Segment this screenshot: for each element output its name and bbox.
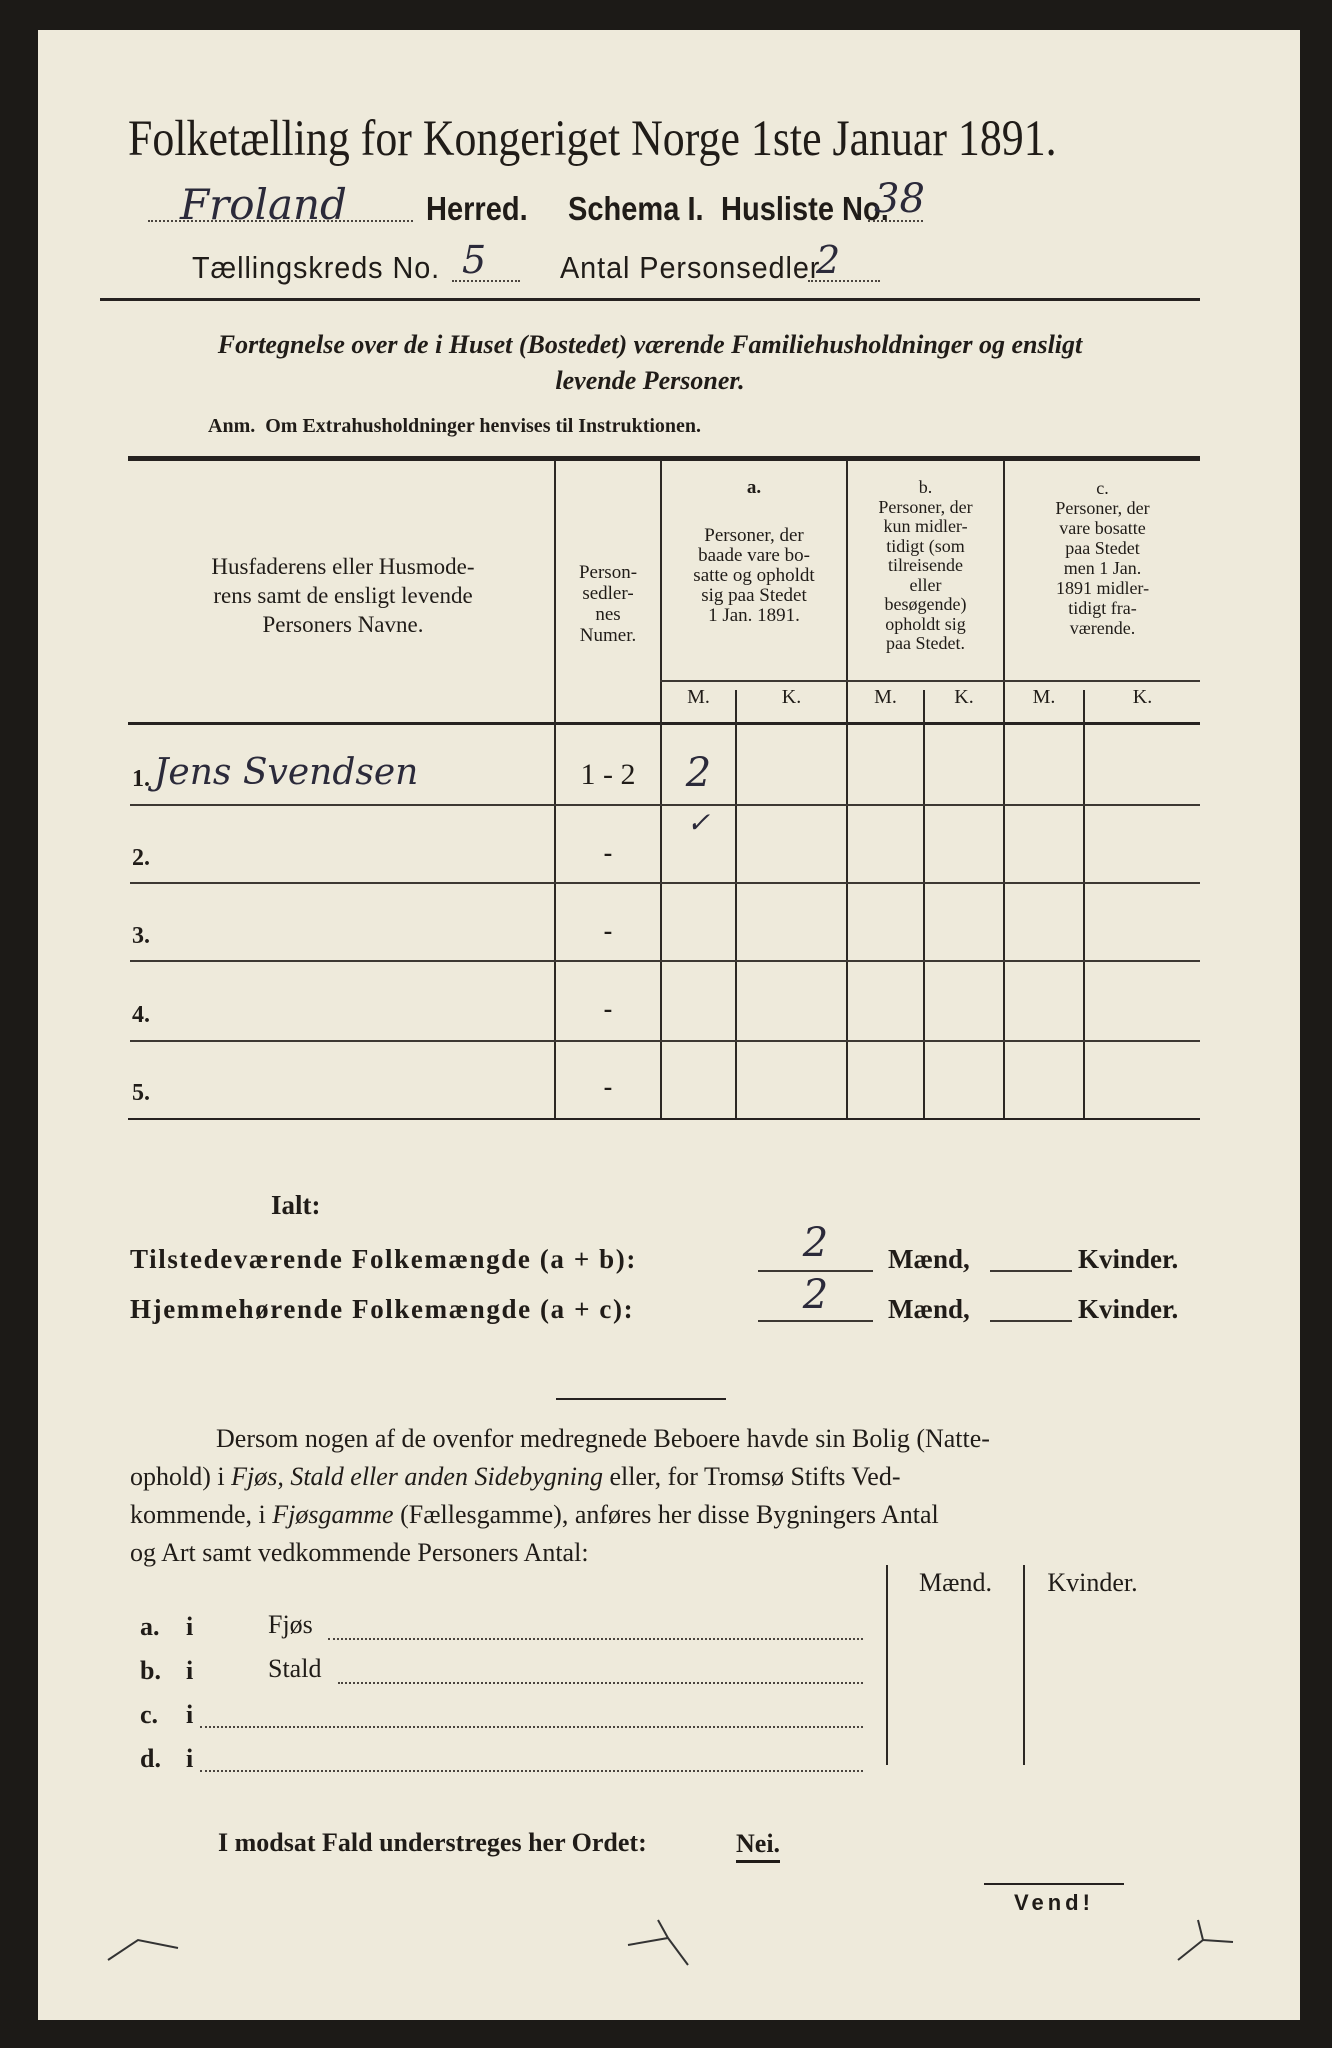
building-dotline — [328, 1638, 863, 1640]
anm-note: Anm. Om Extrahusholdninger henvises til Instruktionen. — [208, 415, 702, 437]
table-top-rule — [128, 456, 1200, 461]
building-i: i — [186, 1700, 194, 1729]
col-name-line-3: Personers Navne. — [262, 612, 424, 637]
buildings-line-2-a: ophold) i — [130, 1462, 232, 1491]
mk-header-rule — [660, 680, 1200, 682]
buildings-line-2-c: eller, for Tromsø Stifts Ved- — [603, 1462, 901, 1491]
row-rule — [130, 882, 1200, 884]
buildings-line-3 — [130, 1500, 939, 1530]
col-b-line-4: tilreisende — [888, 555, 963, 575]
row-sedler: - — [603, 994, 613, 1023]
hjemme-label: Hjemmehørende Folkemængde (a + c): — [130, 1294, 635, 1324]
row-number: 2. — [132, 845, 150, 871]
col-b-header — [848, 478, 1003, 654]
col-c-line-5: 1891 midler- — [1055, 578, 1150, 598]
building-i: i — [186, 1612, 194, 1641]
building-label: Stald — [268, 1654, 322, 1683]
row-sedler: 1 - 2 — [580, 758, 636, 791]
building-label: Fjøs — [268, 1610, 313, 1639]
col-b-line-2: kun midler- — [883, 516, 968, 536]
buildings-line-3-c: (Fællesgamme), anføres her disse Bygningers Antal — [393, 1500, 939, 1529]
antal-label: Antal Personsedler — [560, 250, 821, 285]
tilstede-maend-value: 2 — [802, 1220, 829, 1266]
col-num-line-4: Numer. — [579, 625, 637, 646]
buildings-line-3-a: kommende, i — [130, 1500, 273, 1529]
building-dotline — [200, 1726, 863, 1728]
col-c-header — [1005, 478, 1200, 638]
corner-mark-icon — [98, 1910, 188, 1970]
tilstede-label: Tilstedeværende Folkemængde (a + b): — [130, 1244, 637, 1274]
buildings-line-1: Dersom nogen af de ovenfor medregnede Beboere havde sin Bolig (Natte- — [216, 1424, 990, 1453]
row-name: Jens Svendsen — [154, 752, 419, 793]
intro-line-2: levende Personer. — [555, 366, 745, 395]
col-c-line-4: men 1 Jan. — [1063, 558, 1142, 578]
col-a-letter: a. — [746, 477, 762, 498]
building-dotline — [200, 1770, 863, 1772]
tilstede-kvinder-label: Kvinder. — [1078, 1244, 1179, 1274]
modsat-text: I modsat Fald understreges her Ordet: — [218, 1828, 647, 1857]
vend-rule — [984, 1883, 1124, 1885]
hjemme-maend-line — [758, 1320, 873, 1322]
col-b-letter: b. — [918, 477, 933, 497]
row-number: 1. — [132, 766, 150, 792]
col-b-line-5: eller — [909, 574, 942, 595]
col-divider-a-mk — [735, 690, 737, 1118]
schema-label: Schema I. — [568, 190, 704, 227]
form-title: Folketælling for Kongeriget Norge 1ste Januar 1891. — [128, 111, 1057, 167]
tilstede-maend-label: Mænd, — [888, 1244, 970, 1274]
row-sedler: - — [603, 1072, 613, 1101]
row-rule — [130, 960, 1200, 962]
table-header-rule — [128, 722, 1200, 725]
hjemme-kvinder-line — [990, 1320, 1072, 1322]
row-number: 4. — [132, 1002, 150, 1028]
corner-mark-icon — [618, 1910, 708, 1970]
husliste-value: 38 — [874, 176, 925, 222]
kreds-label: Tællingskreds No. — [192, 250, 441, 285]
col-a-line-5: 1 Jan. 1891. — [708, 605, 800, 626]
husliste-label: Husliste No. — [721, 190, 889, 227]
row-a-m: ✓ — [686, 806, 711, 839]
herred-value: Froland — [180, 180, 347, 229]
buildings-line-3-b: Fjøsgamme — [272, 1500, 394, 1529]
buildings-maend-header: Mænd. — [919, 1568, 992, 1597]
building-letter: a. — [140, 1612, 160, 1641]
building-dotline — [338, 1682, 863, 1684]
col-b-line-1: Personer, der — [878, 496, 973, 517]
building-letter: c. — [140, 1700, 159, 1729]
col-c-line-3: paa Stedet — [1065, 538, 1140, 558]
row-a-m: 2 — [685, 750, 712, 796]
b-m-header: M. — [874, 686, 897, 708]
c-k-header: K. — [1132, 686, 1153, 708]
col-c-line-2: vare bosatte — [1059, 518, 1146, 538]
census-form-page — [38, 30, 1300, 2020]
row-number: 3. — [132, 923, 150, 949]
kreds-value: 5 — [462, 238, 487, 282]
row-rule — [130, 1040, 1200, 1042]
col-num-line-3: nes — [595, 604, 621, 625]
building-i: i — [186, 1656, 194, 1685]
col-a-line-4: sig paa Stedet — [701, 585, 807, 606]
col-b-line-6: besøgende) — [884, 594, 967, 614]
col-name-line-2: rens samt de ensligt levende — [213, 583, 473, 608]
header-rule — [100, 298, 1200, 301]
section-divider — [556, 1398, 726, 1400]
col-divider-c-mk — [1083, 690, 1085, 1118]
buildings-line-4: og Art samt vedkommende Personers Antal: — [130, 1538, 589, 1567]
tilstede-kvinder-line — [990, 1270, 1072, 1272]
buildings-kvinder-header: Kvinder. — [1047, 1568, 1138, 1597]
c-m-header: M. — [1032, 686, 1056, 708]
col-divider-b-mk — [923, 690, 925, 1118]
col-b-line-7: opholdt sig — [885, 613, 966, 634]
col-c-line-1: Personer, der — [1055, 498, 1150, 518]
a-k-header: K. — [781, 686, 802, 708]
antal-value: 2 — [816, 238, 841, 282]
col-name-line-1: Husfaderens eller Husmode- — [211, 554, 475, 579]
row-sedler: - — [603, 916, 613, 945]
table-bottom-rule — [128, 1118, 1200, 1120]
hjemme-maend-value: 2 — [802, 1272, 829, 1318]
building-i: i — [186, 1744, 194, 1773]
col-num-line-1: Person- — [578, 562, 638, 583]
col-a-line-1: Personer, der — [704, 525, 804, 546]
col-b-line-8: paa Stedet. — [886, 633, 965, 653]
col-a-header — [662, 478, 846, 626]
nei-word: Nei. — [736, 1828, 780, 1863]
ialt-label: Ialt: — [271, 1190, 321, 1220]
herred-label: Herred. — [426, 190, 528, 227]
hjemme-kvinder-label: Kvinder. — [1078, 1294, 1179, 1324]
a-m-header: M. — [687, 686, 710, 708]
col-num-header — [556, 562, 660, 646]
buildings-line-2-b: Fjøs, Stald eller anden Sidebygning — [231, 1462, 603, 1491]
col-c-letter: c. — [1096, 478, 1109, 498]
vend-text: Vend! — [1014, 1890, 1094, 1915]
row-sedler: - — [603, 838, 613, 867]
col-a-line-2: baade vare bo- — [698, 545, 810, 566]
col-num-line-2: sedler- — [582, 583, 634, 604]
col-name-header — [138, 552, 548, 639]
col-b-line-3: tidigt (som — [886, 535, 965, 556]
col-c-line-6: tidigt fra- — [1068, 598, 1137, 618]
hjemme-maend-label: Mænd, — [888, 1294, 970, 1324]
col-a-line-3: satte og opholdt — [693, 565, 815, 586]
intro-line-1: Fortegnelse over de i Huset (Bostedet) værende Familiehusholdninger og ensligt — [217, 330, 1083, 359]
building-letter: d. — [140, 1744, 161, 1773]
col-c-line-7: værende. — [1069, 618, 1136, 638]
buildings-line-2 — [130, 1462, 901, 1492]
corner-mark-icon — [1168, 1910, 1248, 1970]
b-k-header: K. — [954, 686, 974, 708]
building-letter: b. — [140, 1656, 161, 1685]
row-number: 5. — [132, 1080, 150, 1106]
